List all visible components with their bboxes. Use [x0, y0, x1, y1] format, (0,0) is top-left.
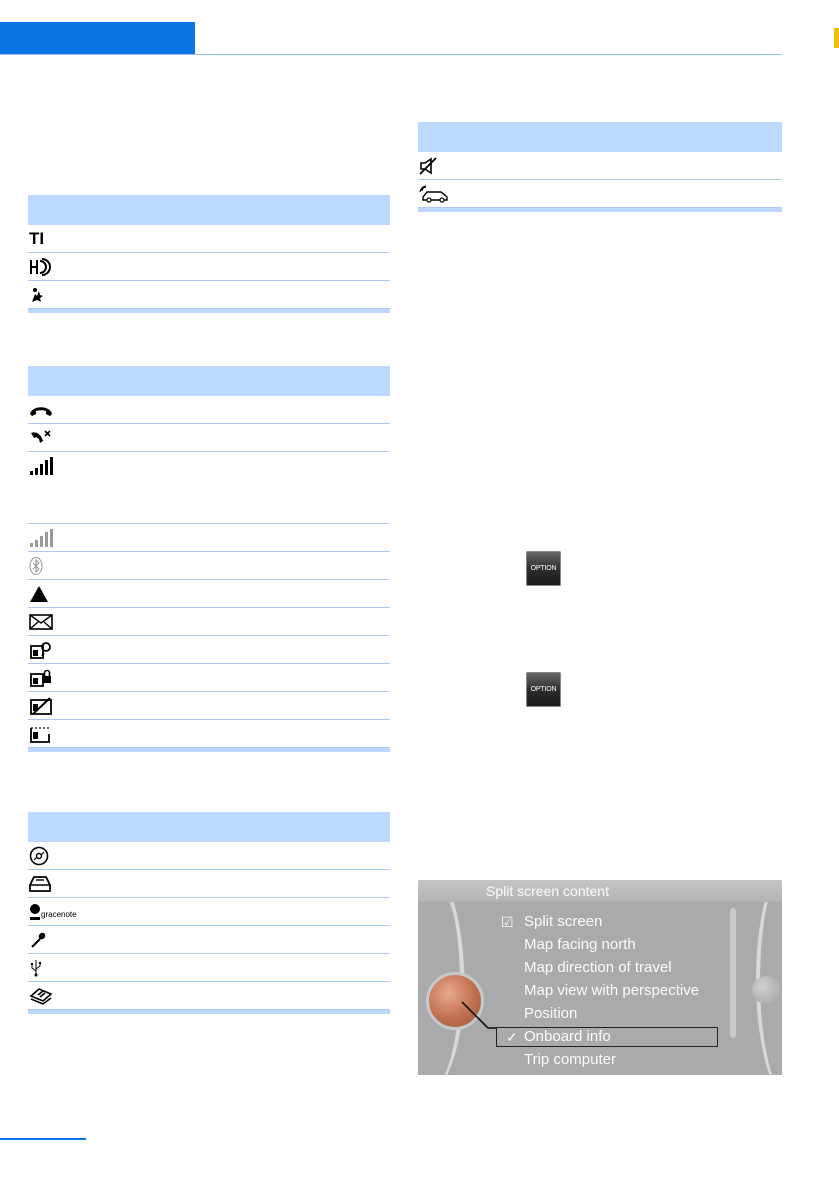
option-button[interactable]: OPTION — [526, 551, 561, 586]
vehicle-signal-icon — [419, 184, 453, 204]
menu-title: Split screen content — [486, 883, 609, 899]
table-row — [28, 452, 390, 524]
signal-searching-icon — [29, 528, 53, 548]
menu-item-trip-computer[interactable]: Trip computer — [524, 1051, 616, 1068]
table-row — [28, 926, 390, 954]
anniversary-icon — [29, 285, 53, 305]
table-row — [28, 580, 390, 608]
table-row — [418, 152, 782, 180]
entertainment-symbols-table — [28, 812, 390, 1014]
table-header — [418, 122, 782, 152]
header-rule — [0, 54, 782, 55]
table-row — [28, 424, 390, 452]
table-row — [28, 608, 390, 636]
table-row — [28, 842, 390, 870]
table-row — [28, 954, 390, 982]
ti-text-icon: TI — [29, 228, 45, 248]
menu-item-map-facing-north[interactable]: Map facing north — [524, 936, 636, 953]
dvd-changer-icon — [29, 986, 53, 1006]
table-row — [28, 664, 390, 692]
phone-symbols-table — [28, 366, 390, 752]
table-row — [28, 982, 390, 1010]
missed-call-icon — [29, 428, 53, 448]
menu-item-position[interactable]: Position — [524, 1005, 578, 1022]
table-header — [28, 195, 390, 225]
hd-radio-icon — [29, 257, 53, 277]
warning-triangle-icon — [29, 584, 53, 604]
gracenote-icon: gracenote — [29, 902, 119, 922]
footer-rule — [0, 1138, 86, 1140]
page-marker — [834, 28, 839, 48]
hard-drive-icon — [29, 874, 53, 894]
option-button[interactable]: OPTION — [526, 672, 561, 707]
table-row — [28, 898, 390, 926]
radio-symbols-table — [28, 195, 390, 313]
table-header — [28, 812, 390, 842]
table-row — [28, 636, 390, 664]
checkbox-icon[interactable]: ☑ — [501, 914, 514, 930]
sim-missing-icon — [29, 724, 53, 744]
table-row — [28, 720, 390, 748]
phone-handset-icon — [29, 400, 53, 420]
microphone-icon — [29, 930, 53, 950]
bluetooth-icon — [29, 556, 53, 576]
table-row — [418, 180, 782, 208]
sim-unavailable-icon — [29, 696, 53, 716]
table-row — [28, 524, 390, 552]
table-row — [28, 692, 390, 720]
sim-search-icon — [29, 640, 53, 660]
table-row — [28, 225, 390, 253]
sim-locked-icon — [29, 668, 53, 688]
menu-item-map-direction-of-travel[interactable]: Map direction of travel — [524, 959, 672, 976]
usb-icon — [29, 958, 53, 978]
table-row — [28, 870, 390, 898]
cd-icon — [29, 846, 53, 866]
menu-item-onboard-info[interactable]: Onboard info — [524, 1028, 611, 1045]
table-row — [28, 552, 390, 580]
menu-item-split-screen[interactable]: Split screen — [524, 913, 603, 930]
callout-line — [418, 880, 782, 1075]
mute-icon — [419, 156, 443, 176]
signal-strength-icon — [29, 456, 53, 476]
other-symbols-table — [418, 122, 782, 212]
table-header — [28, 366, 390, 396]
chapter-tab — [0, 22, 195, 55]
table-row — [28, 253, 390, 281]
envelope-icon — [29, 612, 53, 632]
split-screen-menu-screenshot — [418, 880, 782, 1075]
table-row — [28, 281, 390, 309]
menu-item-map-view-perspective[interactable]: Map view with perspective — [524, 982, 700, 999]
table-row — [28, 396, 390, 424]
checkmark-icon: ✓ — [506, 1029, 518, 1045]
